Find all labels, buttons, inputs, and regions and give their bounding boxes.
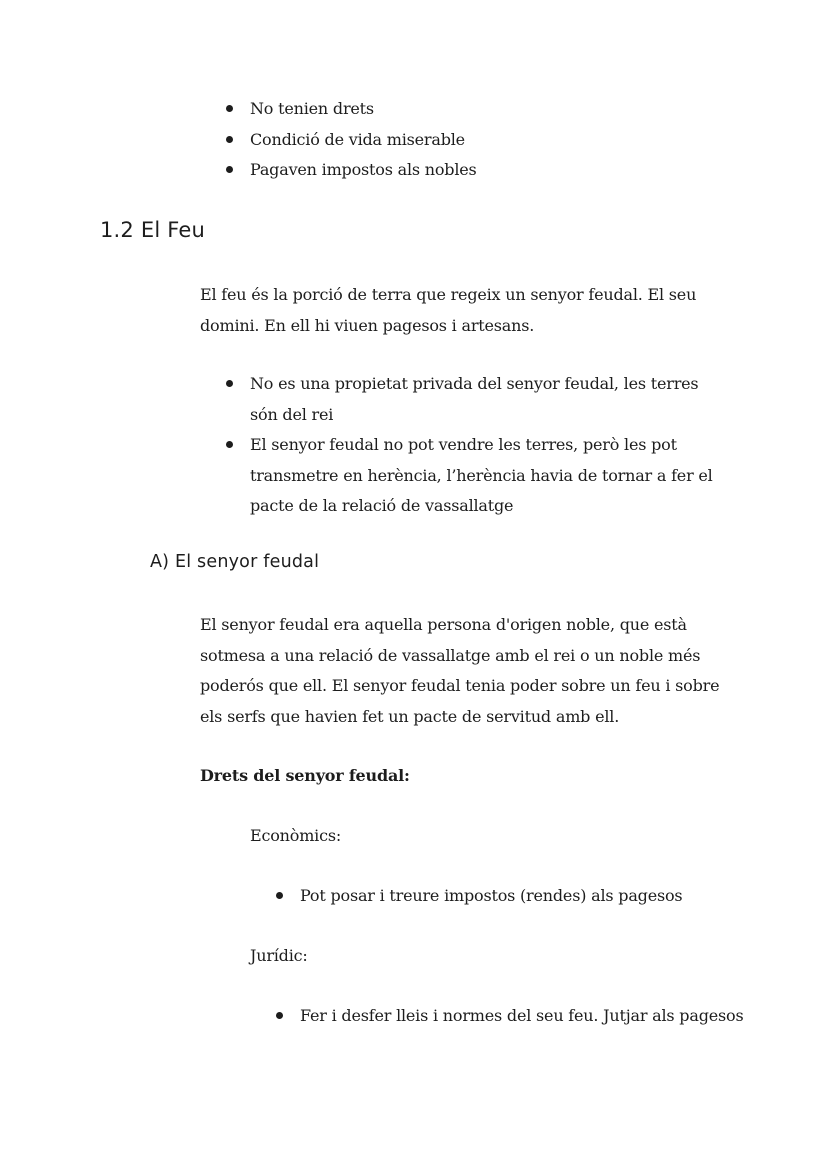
- senyor-paragraph: El senyor feudal era aquella persona d'origen noble, que està sotmesa a una relació de vassallatge amb el rei o un noble més poderós que ell. El senyor feudal tenia poder sobre un feu i sobre els serfs que havien fet un pacte de servitud amb ell.: [200, 615, 720, 726]
- feu-paragraph: El feu és la porció de terra que regeix un senyor feudal. El seu domini. En ell hi viuen pagesos i artesans.: [200, 285, 697, 335]
- list-item: Pot posar i treure impostos (rendes) als pagesos: [276, 881, 776, 912]
- list-item: Pagaven impostos als nobles: [226, 155, 786, 186]
- list-item: No es una propietat privada del senyor feudal, les terres són del rei: [226, 369, 721, 430]
- section-heading: 1.2 El Feu: [100, 218, 206, 242]
- juridic-label: Jurídic:: [250, 946, 308, 965]
- list-item: Condició de vida miserable: [226, 125, 786, 156]
- juridic-bullet-list: [276, 1001, 776, 1032]
- list-item: Fer i desfer lleis i normes del seu feu. Jutjar als pagesos: [276, 1001, 776, 1032]
- intro-bullet-list: [226, 94, 786, 186]
- list-item: No tenien drets: [226, 94, 786, 125]
- subheading: A) El senyor feudal: [150, 552, 320, 572]
- economics-label: Econòmics:: [250, 826, 342, 845]
- drets-title: Drets del senyor feudal:: [200, 766, 410, 785]
- list-item: El senyor feudal no pot vendre les terres, però les pot transmetre en herència, l’herència havia de tornar a fer el pacte de la relació de vassallatge: [226, 430, 721, 522]
- economics-bullet-list: [276, 881, 776, 912]
- feu-bullet-list: [226, 369, 721, 522]
